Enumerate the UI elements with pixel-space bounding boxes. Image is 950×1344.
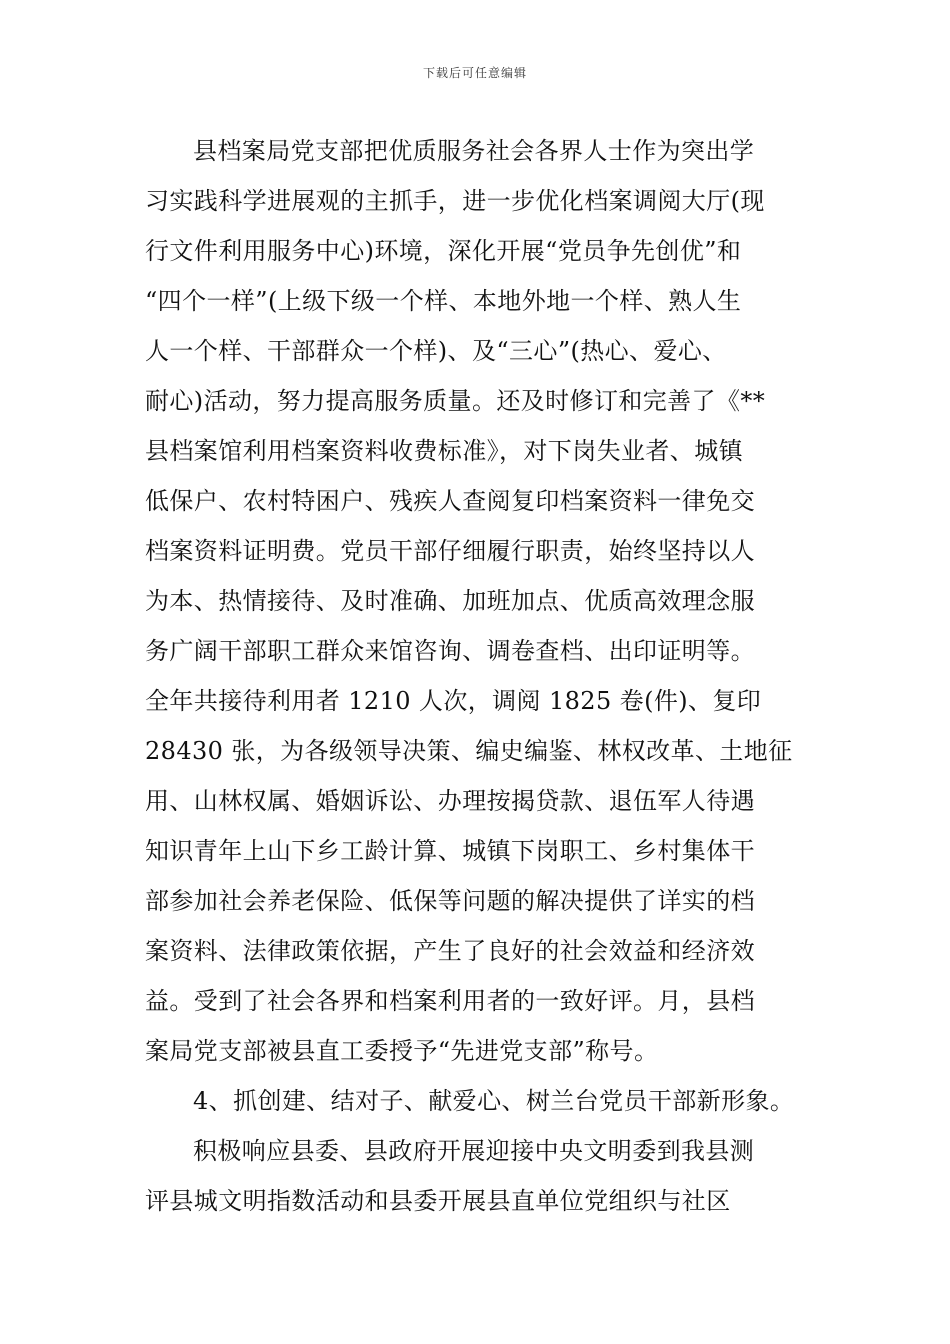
- paragraph-line: 案局党支部被县直工委授予“先进党支部”称号。: [145, 1037, 659, 1065]
- paragraph-line: 为本、热情接待、及时准确、加班加点、优质高效理念服: [145, 587, 755, 615]
- paragraph-line: 用、山林权属、婚姻诉讼、办理按揭贷款、退伍军人待遇: [145, 787, 755, 815]
- section-heading-line: 4、抓创建、结对子、献爱心、树兰台党员干部新形象。: [193, 1087, 795, 1115]
- paragraph-line: “四个一样”(上级下级一个样、本地外地一个样、熟人生: [145, 287, 742, 315]
- document-body: [145, 126, 810, 1226]
- paragraph-line: 务广阔干部职工群众来馆咨询、调卷查档、出印证明等。: [145, 637, 755, 665]
- paragraph-line: 县档案局党支部把优质服务社会各界人士作为突出学: [193, 137, 755, 165]
- paragraph-line: 全年共接待利用者 1210 人次，调阅 1825 卷(件)、复印: [145, 687, 762, 715]
- paragraph-line: 评县城文明指数活动和县委开展县直单位党组织与社区: [145, 1187, 731, 1215]
- paragraph-line: 部参加社会养老保险、低保等问题的解决提供了详实的档: [145, 887, 755, 915]
- paragraph-line: 益。受到了社会各界和档案利用者的一致好评。月，县档: [145, 987, 755, 1015]
- paragraph-civilization: [145, 1126, 810, 1226]
- paragraph-line: 行文件利用服务中心)环境，深化开展“党员争先创优”和: [145, 237, 742, 265]
- paragraph-line: 档案资料证明费。党员干部仔细履行职责，始终坚持以人: [145, 537, 755, 565]
- paragraph-line: 习实践科学进展观的主抓手，进一步优化档案调阅大厅(现: [145, 187, 765, 215]
- paragraph-line: 28430 张，为各级领导决策、编史编鉴、林权改革、土地征: [145, 737, 793, 765]
- paragraph-service: [145, 126, 810, 1076]
- paragraph-line: 县档案馆利用档案资料收费标准》，对下岗失业者、城镇: [145, 437, 743, 465]
- paragraph-line: 知识青年上山下乡工龄计算、城镇下岗职工、乡村集体干: [145, 837, 755, 865]
- paragraph-line: 耐心)活动，努力提高服务质量。还及时修订和完善了《**: [145, 387, 766, 415]
- paragraph-line: 积极响应县委、县政府开展迎接中央文明委到我县测: [193, 1137, 755, 1165]
- page-header: 下载后可任意编辑: [422, 66, 527, 80]
- paragraph-line: 案资料、法律政策依据，产生了良好的社会效益和经济效: [145, 937, 755, 965]
- section-heading-4: [145, 1076, 810, 1126]
- paragraph-line: 低保户、农村特困户、残疾人查阅复印档案资料一律免交: [145, 487, 755, 515]
- paragraph-line: 人一个样、干部群众一个样)、及“三心”(热心、爱心、: [145, 337, 727, 365]
